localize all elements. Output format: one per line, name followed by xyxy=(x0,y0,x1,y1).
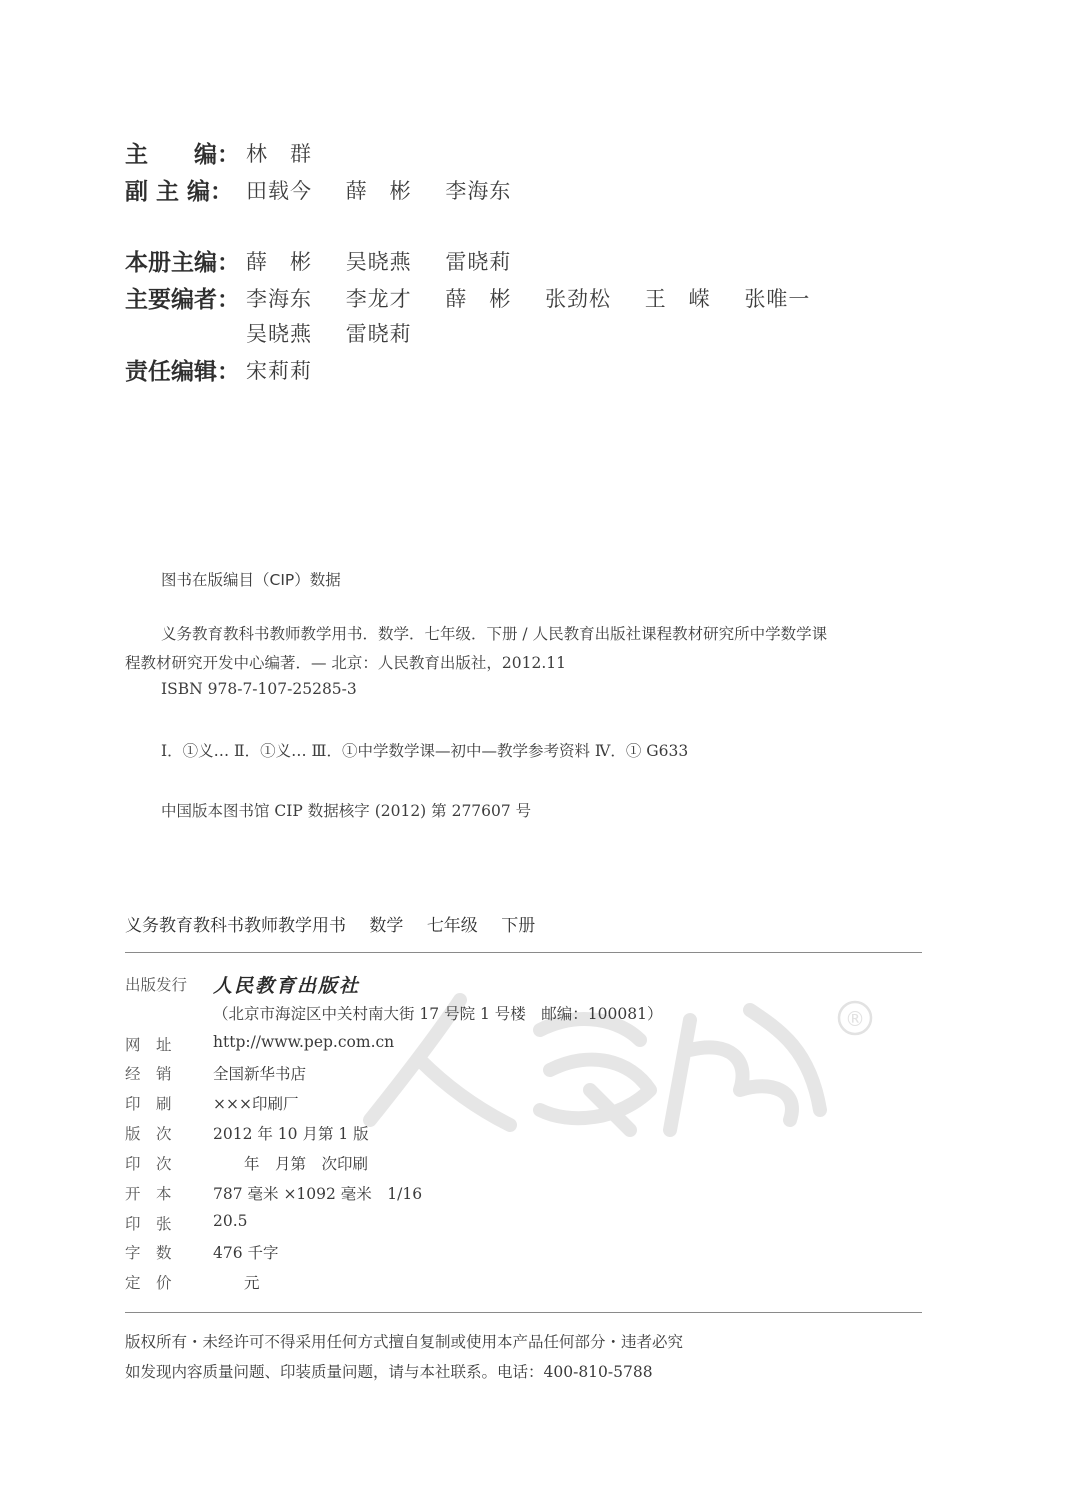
credit-label-chief-editor: 主 编： xyxy=(125,142,240,168)
divider-top xyxy=(125,952,922,953)
publisher-label: 出版发行 xyxy=(125,976,188,994)
credit-label-main-authors: 主要编者： xyxy=(125,287,240,313)
credit-names-volume-editor xyxy=(246,246,537,276)
credit-label-deputy-editor: 副 主 编： xyxy=(125,179,234,205)
info-value: 20.5 xyxy=(213,1212,248,1230)
editor-name: 王 嵘 xyxy=(644,287,711,311)
price-value: 元 xyxy=(213,1274,260,1292)
info-label: 印 刷 xyxy=(125,1095,172,1113)
editor-name: 薛 彬 xyxy=(445,287,512,311)
editor-name: 李海东 xyxy=(246,287,312,311)
info-label: 定 价 xyxy=(125,1274,172,1292)
info-label: 印 张 xyxy=(125,1215,172,1233)
editor-name: 吴晓燕 xyxy=(345,250,412,274)
info-value: 476 千字 xyxy=(213,1244,279,1262)
info-value: 787 毫米 ×1092 毫米 1/16 xyxy=(213,1185,423,1203)
publisher-logo: 人民教育出版社 xyxy=(213,975,361,997)
book-title xyxy=(125,911,553,936)
cip-line-1: 义务教育教科书教师教学用书．数学．七年级．下册 / 人民教育出版社课程教材研究所中学数学课 xyxy=(161,625,828,643)
contact-notice: 如发现内容质量问题、印装质量问题，请与本社联系。电话：400-810-5788 xyxy=(125,1363,653,1381)
credit-names-main-authors-cont xyxy=(246,318,438,348)
copyright-notice: 版权所有・未经许可不得采用任何方式擅自复制或使用本产品任何部分・违者必究 xyxy=(125,1333,684,1351)
info-label: 版 次 xyxy=(125,1125,172,1143)
registered-mark: ® xyxy=(845,1007,865,1031)
editor-name: 宋莉莉 xyxy=(246,359,312,383)
credit-label-responsible-editor: 责任编辑： xyxy=(125,359,240,385)
book-title-volume: 下册 xyxy=(501,916,536,936)
book-title-grade: 七年级 xyxy=(426,916,478,936)
info-label: 经 销 xyxy=(125,1065,172,1083)
credit-names-responsible-editor xyxy=(246,355,338,385)
info-label: 字 数 xyxy=(125,1244,172,1262)
publisher-address: （北京市海淀区中关村南大街 17 号院 1 号楼 邮编：100081） xyxy=(213,1005,663,1023)
editor-name: 张唯一 xyxy=(744,287,811,311)
editor-name: 李龙才 xyxy=(345,287,412,311)
cip-record-number: 中国版本图书馆 CIP 数据核字 (2012) 第 277607 号 xyxy=(161,802,532,820)
info-value: 全国新华书店 xyxy=(213,1065,307,1083)
info-label: 开 本 xyxy=(125,1185,172,1203)
editor-name: 薛 彬 xyxy=(246,250,312,274)
editor-name: 林 群 xyxy=(246,142,312,166)
info-label: 网 址 xyxy=(125,1036,172,1054)
editor-name: 雷晓莉 xyxy=(445,250,512,274)
info-value: ×××印刷厂 xyxy=(213,1095,299,1113)
divider-bottom xyxy=(125,1312,922,1313)
info-value: 2012 年 10 月第 1 版 xyxy=(213,1125,369,1143)
cip-line-2: 程教材研究开发中心编著．— 北京：人民教育出版社，2012.11 xyxy=(125,654,567,672)
editor-name: 薛 彬 xyxy=(345,179,412,203)
info-label: 印 次 xyxy=(125,1155,172,1173)
cip-heading: 图书在版编目（CIP）数据 xyxy=(161,571,341,589)
credit-names-chief-editor xyxy=(246,138,338,168)
editor-name: 雷晓莉 xyxy=(345,322,412,346)
editor-name: 田载今 xyxy=(246,179,312,203)
book-title-subject: 数学 xyxy=(369,916,404,936)
book-title-series: 义务教育教科书教师教学用书 xyxy=(125,916,346,936)
website-url: http://www.pep.com.cn xyxy=(213,1033,395,1051)
cip-classification: Ⅰ．①义… Ⅱ．①义… Ⅲ．①中学数学课—初中—教学参考资料 Ⅳ．① G633 xyxy=(161,742,689,760)
credit-names-deputy-editor xyxy=(246,175,537,205)
editor-name: 吴晓燕 xyxy=(246,322,312,346)
credit-label-volume-editor: 本册主编： xyxy=(125,250,240,276)
editor-name: 张劲松 xyxy=(545,287,612,311)
credit-names-main-authors xyxy=(246,283,836,313)
info-value: 年 月第 次印刷 xyxy=(213,1155,369,1173)
editor-name: 李海东 xyxy=(445,179,512,203)
cip-isbn: ISBN 978-7-107-25285-3 xyxy=(161,680,357,698)
